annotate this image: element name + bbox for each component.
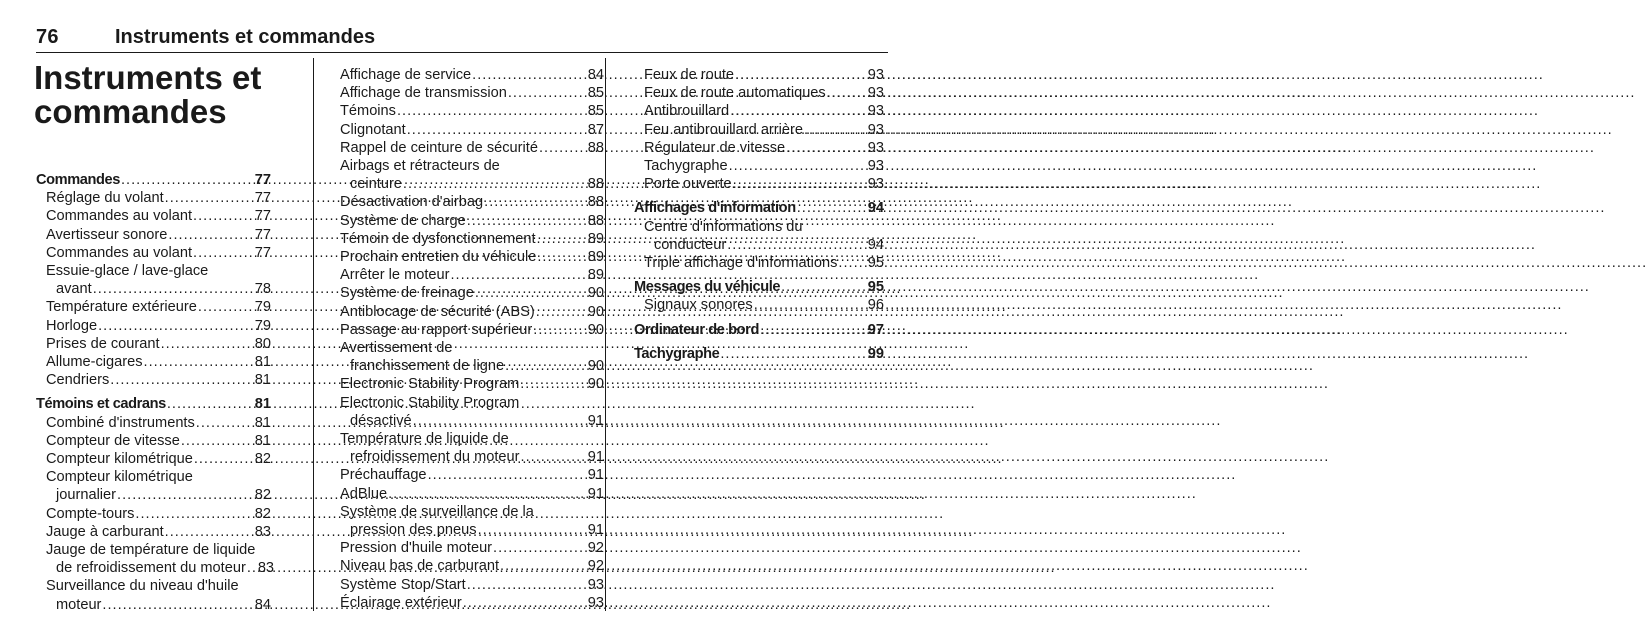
toc-entry-title: Passage au rapport supérieur (340, 321, 533, 338)
toc-page-number: 95 (867, 255, 884, 272)
toc-entry[interactable] (340, 557, 604, 575)
toc-entry-title: Système Stop/Start (340, 576, 466, 593)
toc-page-number: 93 (587, 594, 604, 611)
toc-entry-title: Affichages d'information (634, 200, 796, 217)
toc-section-entry[interactable] (634, 199, 884, 217)
toc-page-number: 77 (254, 172, 271, 188)
toc-entry-title: Signaux sonores (644, 297, 753, 314)
dot-leader (536, 230, 588, 248)
toc-page-number: 77 (254, 190, 271, 207)
toc-entry-title: Arrêter le moteur (340, 267, 450, 284)
toc-entry[interactable] (340, 576, 604, 594)
toc-entry[interactable] (36, 335, 271, 353)
toc-entry-title: Réglage du volant (46, 190, 164, 207)
toc-entry-title: Jauge de température de liquide (46, 542, 256, 559)
toc-page-number: 88 (587, 139, 604, 156)
toc-entry-title: Feu antibrouillard arrière (644, 121, 803, 138)
dot-leader (164, 523, 255, 541)
toc-page-number: 94 (867, 236, 884, 253)
dot-leader (728, 157, 868, 175)
toc-entry-continuation: refroidissement du moteur (350, 449, 520, 466)
toc-entry-title: Essuie-glace / lave-glace (46, 263, 209, 280)
toc-entry-title: Electronic Stability Program (340, 376, 520, 393)
toc-entry-title: Température de liquide de (340, 431, 509, 448)
toc-page-number: 84 (254, 596, 271, 613)
toc-page-number: 77 (254, 208, 271, 225)
toc-entry-title: Éclairage extérieur (340, 594, 462, 611)
toc-entry-title: Surveillance du niveau d'huile (46, 578, 239, 595)
toc-page-number: 85 (587, 85, 604, 102)
toc-entry-title: Avertissement de (340, 340, 453, 357)
toc-entry-title: Porte ouverte (644, 176, 732, 193)
toc-page-number: 90 (587, 321, 604, 338)
dot-leader (483, 193, 588, 211)
toc-section-entry[interactable] (634, 345, 884, 363)
toc-entry[interactable] (634, 84, 884, 102)
toc-entry[interactable] (36, 298, 271, 316)
toc-entry-title: Rappel de ceinture de sécurité (340, 139, 538, 156)
toc-entry[interactable] (36, 226, 271, 244)
toc-entry[interactable] (340, 212, 604, 230)
toc-entry-title: Température extérieure (46, 299, 197, 316)
toc-page-number: 90 (587, 376, 604, 393)
dot-leader (387, 485, 588, 503)
dot-leader (97, 317, 255, 335)
toc-entry[interactable] (634, 296, 884, 314)
toc-page-number: 90 (587, 303, 604, 320)
toc-entry[interactable] (634, 121, 884, 139)
toc-page-number: 83 (254, 523, 271, 540)
dot-leader (826, 84, 868, 102)
toc-entry[interactable] (634, 102, 884, 120)
toc-entry-title: Compte-tours (46, 505, 135, 522)
toc-entry-title: Avertisseur sonore (46, 226, 168, 243)
toc-entry[interactable] (634, 66, 884, 84)
toc-page-number: 93 (867, 67, 884, 83)
toc-entry[interactable] (340, 375, 604, 393)
dot-leader (192, 207, 255, 225)
toc-entry-title: AdBlue (340, 485, 388, 502)
dot-leader (134, 505, 254, 523)
toc-page-number: 81 (254, 414, 271, 431)
dot-leader (759, 321, 868, 339)
dot-leader (116, 486, 255, 504)
toc-entry[interactable] (340, 230, 604, 248)
toc-entry-title: Affichage de service (340, 67, 472, 83)
toc-entry-title: Désactivation d'airbag (340, 194, 484, 211)
toc-entry[interactable] (340, 430, 604, 466)
toc-page-number: 93 (867, 85, 884, 102)
toc-page-number: 90 (587, 358, 604, 375)
toc-entry-title: Feux de route automatiques (644, 85, 826, 102)
toc-entry-title: Horloge (46, 317, 98, 334)
toc-page-number: 85 (587, 103, 604, 120)
dot-leader (143, 353, 255, 371)
dot-leader (406, 121, 588, 139)
toc-entry-title: Jauge à carburant (46, 523, 164, 540)
dot-leader (450, 266, 588, 284)
dot-leader (719, 345, 867, 363)
toc-page-number: 82 (254, 451, 271, 468)
toc-entry-continuation: de refroidissement du moteur (56, 560, 246, 577)
dot-leader (246, 559, 258, 577)
dot-leader (192, 244, 255, 262)
dot-leader (796, 199, 868, 217)
toc-entry[interactable] (36, 414, 271, 432)
toc-entry-continuation: journalier (56, 487, 117, 504)
toc-entry-title: Niveau bas de carburant (340, 558, 500, 575)
toc-page-number: 92 (587, 558, 604, 575)
toc-entry-title: Triple affichage d'informations (644, 255, 838, 272)
toc-entry-title: Témoin de dysfonctionnement (340, 230, 536, 247)
toc-entry[interactable] (340, 193, 604, 211)
toc-page-number: 93 (867, 176, 884, 193)
toc-entry-title: Messages du véhicule (634, 279, 781, 296)
toc-section-entry[interactable] (634, 278, 884, 296)
toc-page-number: 99 (867, 345, 884, 362)
dot-leader (166, 395, 255, 413)
toc-entry[interactable] (634, 157, 884, 175)
toc-entry-title: Feux de route (644, 67, 735, 83)
toc-section-entry[interactable] (634, 321, 884, 339)
toc-page-number: 84 (587, 67, 604, 83)
toc-entry-title: Affichage de transmission (340, 85, 507, 102)
toc-entry-title: Commandes au volant (46, 244, 193, 261)
toc-page-number: 81 (254, 354, 271, 371)
dot-leader (535, 303, 588, 321)
dot-leader (753, 296, 868, 314)
dot-leader (164, 189, 255, 207)
toc-entry-title: Témoins (340, 103, 396, 120)
toc-entry[interactable] (340, 66, 604, 84)
toc-entry[interactable] (340, 121, 604, 139)
toc-page-number: 89 (587, 249, 604, 266)
toc-page-number: 88 (587, 212, 604, 229)
toc-entry[interactable] (36, 353, 271, 371)
toc-page-number: 88 (587, 194, 604, 211)
dot-leader (466, 576, 588, 594)
running-header-title: Instruments et commandes (115, 26, 376, 48)
toc-page-number: 77 (254, 226, 271, 243)
toc-entry-title: Commandes (36, 172, 120, 188)
toc-entry[interactable] (340, 594, 604, 612)
toc-column-2 (340, 66, 604, 612)
toc-entry-title: Tachygraphe (634, 345, 720, 362)
toc-page-number: 81 (254, 396, 271, 413)
dot-leader (474, 284, 588, 302)
toc-entry[interactable] (340, 284, 604, 302)
dot-leader (197, 298, 255, 316)
toc-page-number: 88 (587, 176, 604, 193)
toc-page-number: 91 (587, 522, 604, 539)
toc-page-number: 95 (867, 279, 884, 296)
toc-page-number: 82 (254, 487, 271, 504)
dot-leader (803, 121, 868, 139)
toc-entry-continuation: moteur (56, 596, 102, 613)
toc-entry-continuation: pression des pneus (350, 522, 477, 539)
toc-entry-title: Compteur kilométrique (46, 451, 193, 468)
toc-page-number: 79 (254, 299, 271, 316)
toc-entry[interactable] (634, 139, 884, 157)
dot-leader (167, 226, 254, 244)
toc-page-number: 93 (867, 158, 884, 175)
toc-entry[interactable] (340, 321, 604, 339)
toc-entry[interactable] (340, 266, 604, 284)
toc-entry-title: Combiné d'instruments (46, 414, 195, 431)
toc-entry-title: Compteur de vitesse (46, 432, 180, 449)
dot-leader (780, 278, 868, 296)
toc-entry[interactable] (340, 539, 604, 557)
dot-leader (507, 84, 588, 102)
toc-entry-title: Centre d'informations du (644, 218, 803, 235)
toc-entry-title: Electronic Stability Program (340, 394, 520, 411)
toc-entry-continuation: ceinture (350, 176, 402, 193)
dot-leader (785, 139, 868, 157)
dot-leader (120, 171, 255, 189)
toc-entry[interactable] (340, 339, 604, 375)
page-title: Instruments et commandes (34, 59, 262, 130)
toc-entry-title: Préchauffage (340, 467, 427, 484)
toc-page-number: 93 (867, 139, 884, 156)
toc-entry-title: Compteur kilométrique (46, 469, 193, 486)
toc-entry[interactable] (36, 450, 271, 468)
dot-leader (538, 139, 588, 157)
toc-page-number: 89 (587, 230, 604, 247)
toc-entry[interactable] (36, 468, 271, 504)
toc-entry[interactable] (36, 262, 271, 298)
toc-entry-title: Antiblocage de sécurité (ABS) (340, 303, 535, 320)
toc-entry-title: Commandes au volant (46, 208, 193, 225)
toc-page-number: 93 (587, 576, 604, 593)
toc-page-number: 83 (257, 560, 275, 577)
toc-entry[interactable] (36, 371, 271, 389)
toc-entry[interactable] (36, 317, 271, 335)
dot-leader (160, 335, 255, 353)
toc-entry-continuation: désactivé (350, 412, 412, 429)
toc-page-number: 81 (254, 432, 271, 449)
toc-entry-title: Système de surveillance de la (340, 503, 534, 520)
dot-leader (837, 254, 867, 272)
toc-page-number: 91 (587, 449, 604, 466)
toc-entry-title: Système de freinage (340, 285, 474, 302)
toc-section-entry[interactable] (36, 171, 271, 189)
toc-entry[interactable] (36, 577, 271, 613)
toc-page-number: 93 (867, 103, 884, 120)
toc-entry[interactable] (36, 207, 271, 225)
dot-leader (109, 371, 255, 389)
dot-leader (180, 432, 255, 450)
toc-entry[interactable] (340, 157, 604, 193)
dot-leader (520, 448, 588, 466)
toc-entry[interactable] (36, 244, 271, 262)
dot-leader (101, 596, 254, 614)
toc-entry-title: Système de charge (340, 212, 466, 229)
toc-page-number: 94 (867, 200, 884, 217)
toc-page-number: 91 (587, 485, 604, 502)
dot-leader (499, 557, 588, 575)
toc-entry[interactable] (36, 189, 271, 207)
toc-entry-title: Cendriers (46, 372, 110, 389)
toc-entry-title: Régulateur de vitesse (644, 139, 786, 156)
dot-leader (536, 248, 587, 266)
dot-leader (466, 212, 588, 230)
toc-entry-title: Allume-cigares (46, 354, 143, 371)
toc-entry[interactable] (634, 218, 884, 254)
toc-entry-title: Prises de courant (46, 335, 160, 352)
toc-entry-title: Clignotant (340, 121, 406, 138)
dot-leader (504, 357, 588, 375)
toc-page-number: 97 (867, 321, 884, 338)
toc-entry-continuation: conducteur (654, 236, 727, 253)
dot-leader (729, 102, 868, 120)
toc-section-entry[interactable] (36, 395, 271, 413)
toc-entry[interactable] (340, 102, 604, 120)
toc-entry[interactable] (340, 394, 604, 430)
dot-leader (492, 539, 588, 557)
toc-entry[interactable] (36, 541, 275, 577)
toc-page-number: 81 (254, 372, 271, 389)
toc-entry-title: Antibrouillard (644, 103, 730, 120)
toc-entry[interactable] (36, 505, 271, 523)
toc-entry[interactable] (340, 303, 604, 321)
toc-entry[interactable] (36, 432, 271, 450)
toc-entry[interactable] (340, 139, 604, 157)
toc-entry[interactable] (634, 254, 884, 272)
toc-entry-title: Prochain entretien du véhicule (340, 249, 537, 266)
page-number: 76 (36, 26, 59, 48)
dot-leader (532, 321, 587, 339)
dot-leader (427, 466, 588, 484)
toc-page-number: 91 (587, 467, 604, 484)
toc-entry-title: Pression d'huile moteur (340, 540, 493, 557)
toc-entry-continuation: franchissement de ligne (350, 358, 505, 375)
toc-page-number: 78 (254, 281, 271, 298)
toc-entry[interactable] (340, 84, 604, 102)
toc-entry[interactable] (340, 248, 604, 266)
toc-entry-continuation: avant (56, 281, 92, 298)
dot-leader (412, 412, 588, 430)
toc-page-number: 80 (254, 335, 271, 352)
toc-entry-title: Tachygraphe (644, 158, 728, 175)
toc-column-3 (634, 66, 884, 363)
toc-entry-title: Airbags et rétracteurs de (340, 158, 500, 175)
dot-leader (462, 594, 588, 612)
toc-entry[interactable] (634, 175, 884, 193)
dot-leader (396, 102, 588, 120)
toc-page-number: 92 (587, 540, 604, 557)
toc-page-number: 96 (867, 297, 884, 314)
toc-page-number: 82 (254, 505, 271, 522)
toc-page-number: 87 (587, 121, 604, 138)
toc-page-number: 89 (587, 267, 604, 284)
toc-entry[interactable] (340, 466, 604, 484)
toc-entry-title: Ordinateur de bord (634, 321, 759, 338)
toc-page-number: 77 (254, 244, 271, 261)
toc-entry[interactable] (36, 523, 271, 541)
dot-leader (92, 280, 255, 298)
toc-entry[interactable] (340, 503, 604, 539)
dot-leader (402, 175, 588, 193)
toc-page-number: 91 (587, 412, 604, 429)
dot-leader (193, 450, 255, 468)
toc-page-number: 90 (587, 285, 604, 302)
header-rule (36, 52, 888, 53)
toc-page-number: 93 (867, 121, 884, 138)
toc-page-number: 79 (254, 317, 271, 334)
dot-leader (726, 236, 868, 254)
dot-leader (195, 414, 255, 432)
toc-column-1 (36, 171, 275, 614)
toc-entry-title: Témoins et cadrans (36, 396, 166, 413)
dot-leader (519, 375, 588, 393)
dot-leader (477, 521, 588, 539)
toc-entry[interactable] (340, 485, 604, 503)
dot-leader (734, 66, 868, 84)
dot-leader (471, 66, 588, 84)
dot-leader (732, 175, 868, 193)
